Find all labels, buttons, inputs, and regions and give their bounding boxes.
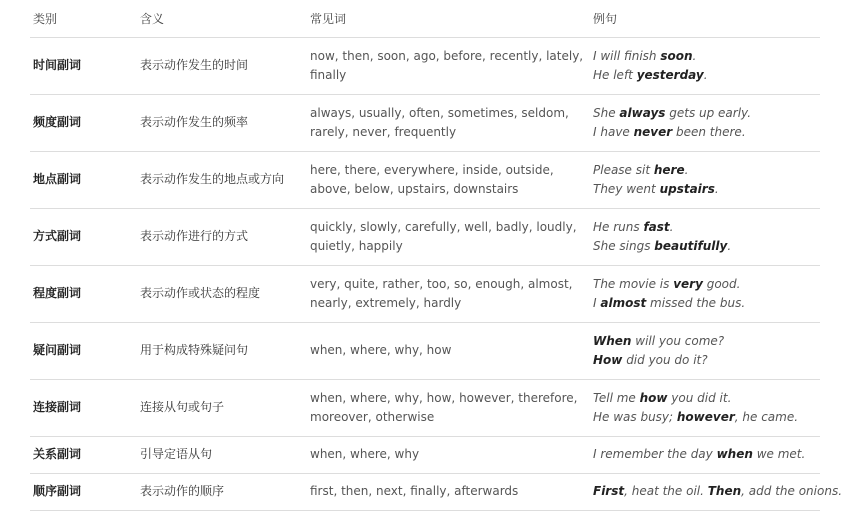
common-words-cell <box>307 323 590 380</box>
meaning-cell: 表示动作发生的频率 <box>137 95 307 152</box>
category-cell: 连接副词 <box>30 380 137 437</box>
example-text: She sings <box>593 239 655 253</box>
example-text: , add the onions. <box>741 484 843 499</box>
common-words-cell <box>307 38 590 95</box>
common-words-line: finally <box>310 68 347 82</box>
common-words-line: quietly, happily <box>310 239 403 253</box>
category-cell: 疑问副词 <box>30 323 137 380</box>
meaning-cell: 引导定语从句 <box>137 437 307 474</box>
category-cell: 程度副词 <box>30 266 137 323</box>
header-common-words: 常见词 <box>307 0 590 38</box>
example-text: He runs <box>593 219 644 234</box>
example-text: good. <box>702 276 741 291</box>
example-text: , he came. <box>734 410 799 424</box>
example-cell <box>590 474 843 511</box>
example-keyword: fast <box>643 219 670 234</box>
category-cell: 方式副词 <box>30 209 137 266</box>
example-text: . <box>669 219 674 234</box>
example-sentence <box>593 66 816 86</box>
common-words-line: very, quite, rather, too, so, enough, almost, <box>310 276 573 291</box>
table-header-row <box>30 0 820 38</box>
example-keyword: First <box>593 484 625 499</box>
category-cell: 频度副词 <box>30 95 137 152</box>
example-cell <box>590 437 820 474</box>
table-row <box>30 38 820 95</box>
common-words-cell <box>307 474 590 511</box>
meaning-cell: 连接从句或句子 <box>137 380 307 437</box>
example-text: I remember the day <box>593 447 717 462</box>
table-row <box>30 437 820 474</box>
meaning-cell: 表示动作或状态的程度 <box>137 266 307 323</box>
meaning-cell: 表示动作进行的方式 <box>137 209 307 266</box>
common-words-line: rarely, never, frequently <box>310 125 457 139</box>
category-cell: 时间副词 <box>30 38 137 95</box>
example-text: did you do it? <box>622 353 708 367</box>
category-cell: 顺序副词 <box>30 474 137 511</box>
example-keyword: very <box>673 276 703 291</box>
common-words-cell <box>307 437 590 474</box>
meaning-cell: 表示动作发生的时间 <box>137 38 307 95</box>
common-words-line: when, where, why, how, however, therefore, <box>310 390 578 405</box>
common-words-cell <box>307 209 590 266</box>
example-sentence <box>593 408 816 428</box>
example-text: gets up early. <box>665 105 752 120</box>
example-text: He was busy; <box>593 410 677 424</box>
example-text: He left <box>593 68 637 82</box>
example-keyword: almost <box>600 296 647 310</box>
example-text: I have <box>593 125 634 139</box>
example-text: . <box>714 182 719 196</box>
common-words-line: now, then, soon, ago, before, recently, lately, <box>310 48 584 63</box>
table-row <box>30 380 820 437</box>
table-row <box>30 152 820 209</box>
example-keyword: How <box>593 353 623 367</box>
common-words-line: quickly, slowly, carefully, well, badly, loudly, <box>310 219 577 234</box>
example-text: . <box>727 239 732 253</box>
common-words-line: always, usually, often, sometimes, seldom, <box>310 105 569 120</box>
example-sentence <box>593 237 816 257</box>
example-keyword: Then <box>707 484 742 499</box>
example-text: They went <box>593 182 660 196</box>
example-sentence <box>593 123 816 143</box>
common-words-cell <box>307 95 590 152</box>
table-row <box>30 95 820 152</box>
common-words-line: first, then, next, finally, afterwards <box>310 484 519 499</box>
meaning-cell: 表示动作的顺序 <box>137 474 307 511</box>
header-meaning: 含义 <box>137 0 307 38</box>
example-text: been there. <box>672 125 746 139</box>
example-keyword: when <box>716 447 753 462</box>
adverb-table-container <box>30 0 843 511</box>
example-text: will you come? <box>631 333 725 348</box>
category-cell: 关系副词 <box>30 437 137 474</box>
example-keyword: how <box>639 390 668 405</box>
common-words-cell <box>307 152 590 209</box>
meaning-cell: 用于构成特殊疑问句 <box>137 323 307 380</box>
example-cell <box>590 323 820 380</box>
example-text: The movie is <box>593 276 674 291</box>
example-text: we met. <box>752 447 806 462</box>
example-text: I will finish <box>593 48 661 63</box>
example-sentence <box>593 389 816 409</box>
table-row <box>30 209 820 266</box>
example-cell <box>590 95 820 152</box>
common-words-line: here, there, everywhere, inside, outside, <box>310 162 554 177</box>
example-sentence <box>593 47 816 67</box>
example-text: missed the bus. <box>646 296 746 310</box>
example-sentence <box>593 294 816 314</box>
example-cell <box>590 209 820 266</box>
header-category: 类别 <box>30 0 137 38</box>
example-sentence <box>593 218 816 238</box>
example-keyword: here <box>653 162 685 177</box>
example-sentence <box>593 445 816 465</box>
example-keyword: never <box>633 125 673 139</box>
example-text: Please sit <box>593 162 654 177</box>
common-words-cell <box>307 266 590 323</box>
common-words-line: when, where, why, how <box>310 343 452 358</box>
example-sentence <box>593 275 816 295</box>
common-words-line: moreover, otherwise <box>310 410 435 424</box>
header-examples: 例句 <box>590 0 820 38</box>
example-text: you did it. <box>667 390 732 405</box>
meaning-cell: 表示动作发生的地点或方向 <box>137 152 307 209</box>
example-keyword: yesterday <box>636 68 704 82</box>
example-sentence <box>593 180 816 200</box>
example-sentence <box>593 332 816 352</box>
adverb-table <box>30 0 843 511</box>
example-cell <box>590 38 820 95</box>
example-text: She <box>593 105 620 120</box>
example-sentence <box>593 104 816 124</box>
example-text: I <box>593 296 601 310</box>
table-row <box>30 323 820 380</box>
common-words-cell <box>307 380 590 437</box>
example-sentence <box>593 482 843 502</box>
example-text: Tell me <box>593 390 640 405</box>
table-row <box>30 474 820 511</box>
common-words-line: above, below, upstairs, downstairs <box>310 182 519 196</box>
example-cell <box>590 266 820 323</box>
example-text: . <box>703 68 708 82</box>
example-cell <box>590 152 820 209</box>
table-row <box>30 266 820 323</box>
example-text: , heat the oil. <box>624 484 708 499</box>
example-keyword: upstairs <box>659 182 715 196</box>
example-keyword: always <box>619 105 666 120</box>
example-keyword: When <box>593 333 632 348</box>
example-text: . <box>684 162 689 177</box>
example-keyword: soon <box>660 48 693 63</box>
table-body <box>30 38 843 511</box>
example-cell <box>590 380 820 437</box>
common-words-line: when, where, why <box>310 447 420 462</box>
example-keyword: beautifully <box>654 239 728 253</box>
example-keyword: however <box>676 410 735 424</box>
category-cell: 地点副词 <box>30 152 137 209</box>
example-text: . <box>692 48 697 63</box>
example-sentence <box>593 351 816 371</box>
example-sentence <box>593 161 816 181</box>
common-words-line: nearly, extremely, hardly <box>310 296 462 310</box>
